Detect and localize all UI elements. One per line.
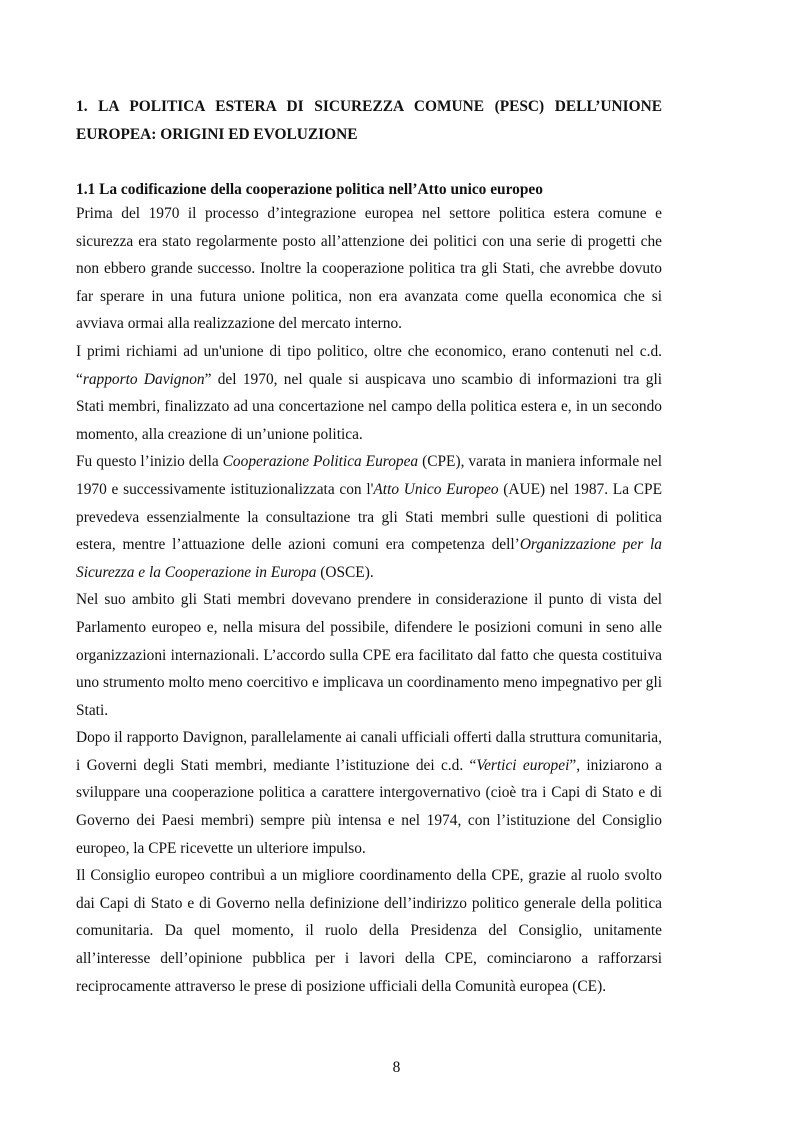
text-run: (OSCE). — [316, 563, 374, 581]
paragraph-1: Prima del 1970 il processo d’integrazione europea nel settore politica estera comune e sicurezza era stato regolarmente posto all’attenzione dei politici con una serie di progetti che non ebbero grande successo. Inoltre la cooperazione politica tra gli Stati, che avrebbe dovuto far sperare in una futura unione politica, non era avanzata come quella economica che si avviava ormai alla realizzazione del mercato interno. — [76, 205, 662, 333]
italic-run: Vertici europei — [476, 756, 570, 774]
text-run: ” del 1970, nel quale si auspicava uno scambio di informazioni tra gli Stati membri, finalizzato ad una concertazione nel campo della politica estera e, in un secondo momento, alla creazione di un’unione politica. — [76, 370, 663, 443]
text-run: Fu questo l’inizio della — [76, 453, 223, 471]
text-run: I primi richiami ad un'unione di tipo politico, oltre che economico, erano contenuti nel c.d. “ — [76, 342, 662, 388]
text-run: (CPE), varata in maniera informale nel 1970 e successivamente istituzionalizzata con l' — [76, 453, 662, 498]
italic-run: Atto Unico Europeo — [373, 480, 499, 498]
text-run: Dopo il rapporto Davignon, parallelamente ai canali ufficiali offerti dalla struttura comunitaria, i Governi degli Stati membri, mediante l’istituzione dei c.d. “ — [76, 729, 662, 774]
text-run: ”, iniziarono a sviluppare una cooperazione politica a carattere intergovernativo (cioè tra i Capi di Stato e di Governo dei Paesi membri) sempre più intensa e nel 1974, con l’istituzione del Consiglio europeo, la CPE ricevette un ulteriore impulso. — [76, 756, 662, 857]
paragraph-4: Nel suo ambito gli Stati membri dovevano prendere in considerazione il punto di vista del Parlamento europeo e, nella misura del possibile, difendere le posizioni comuni in seno alle organizzazioni internazionali. L’accordo sulla CPE era facilitato dal fatto che questa costituiva uno strumento molto meno coercitivo e implicava un coordinamento meno impegnativo per gli Stati. — [76, 591, 662, 719]
italic-run: rapporto Davignon — [82, 370, 205, 388]
chapter-title: 1. LA POLITICA ESTERA DI SICUREZZA COMUNE (PESC) DELL’UNIONE EUROPEA: ORIGINI ED EVOLUZIONE — [76, 98, 662, 143]
section-title: 1.1 La codificazione della cooperazione politica nell’Atto unico europeo — [76, 181, 543, 198]
paragraph-2 — [76, 338, 662, 448]
page-number: 8 — [392, 1059, 401, 1076]
body-text — [76, 200, 662, 1000]
text-run: (AUE) nel 1987. La CPE prevedeva essenzialmente la consultazione tra gli Stati membri sulle questioni di politica estera, mentre l’attuazione delle azioni comuni era competenza dell’ — [76, 480, 662, 554]
italic-run: Cooperazione Politica Europea — [222, 453, 419, 471]
paragraph-6: Il Consiglio europeo contribuì a un migliore coordinamento della CPE, grazie al ruolo svolto dai Capi di Stato e di Governo nella definizione dell’indirizzo politico generale della politica comunitaria. Da quel momento, il ruolo della Presidenza del Consiglio, unitamente all’interesse dell’opinione pubblica per i lavori della CPE, cominciarono a rafforzarsi reciprocamente attraverso le prese di posizione ufficiali della Comunità europea (CE). — [76, 867, 662, 995]
italic-run: Organizzazione per la Sicurezza e la Cooperazione in Europa — [76, 536, 662, 581]
paragraph-5 — [76, 724, 662, 862]
paragraph-3 — [76, 448, 662, 586]
